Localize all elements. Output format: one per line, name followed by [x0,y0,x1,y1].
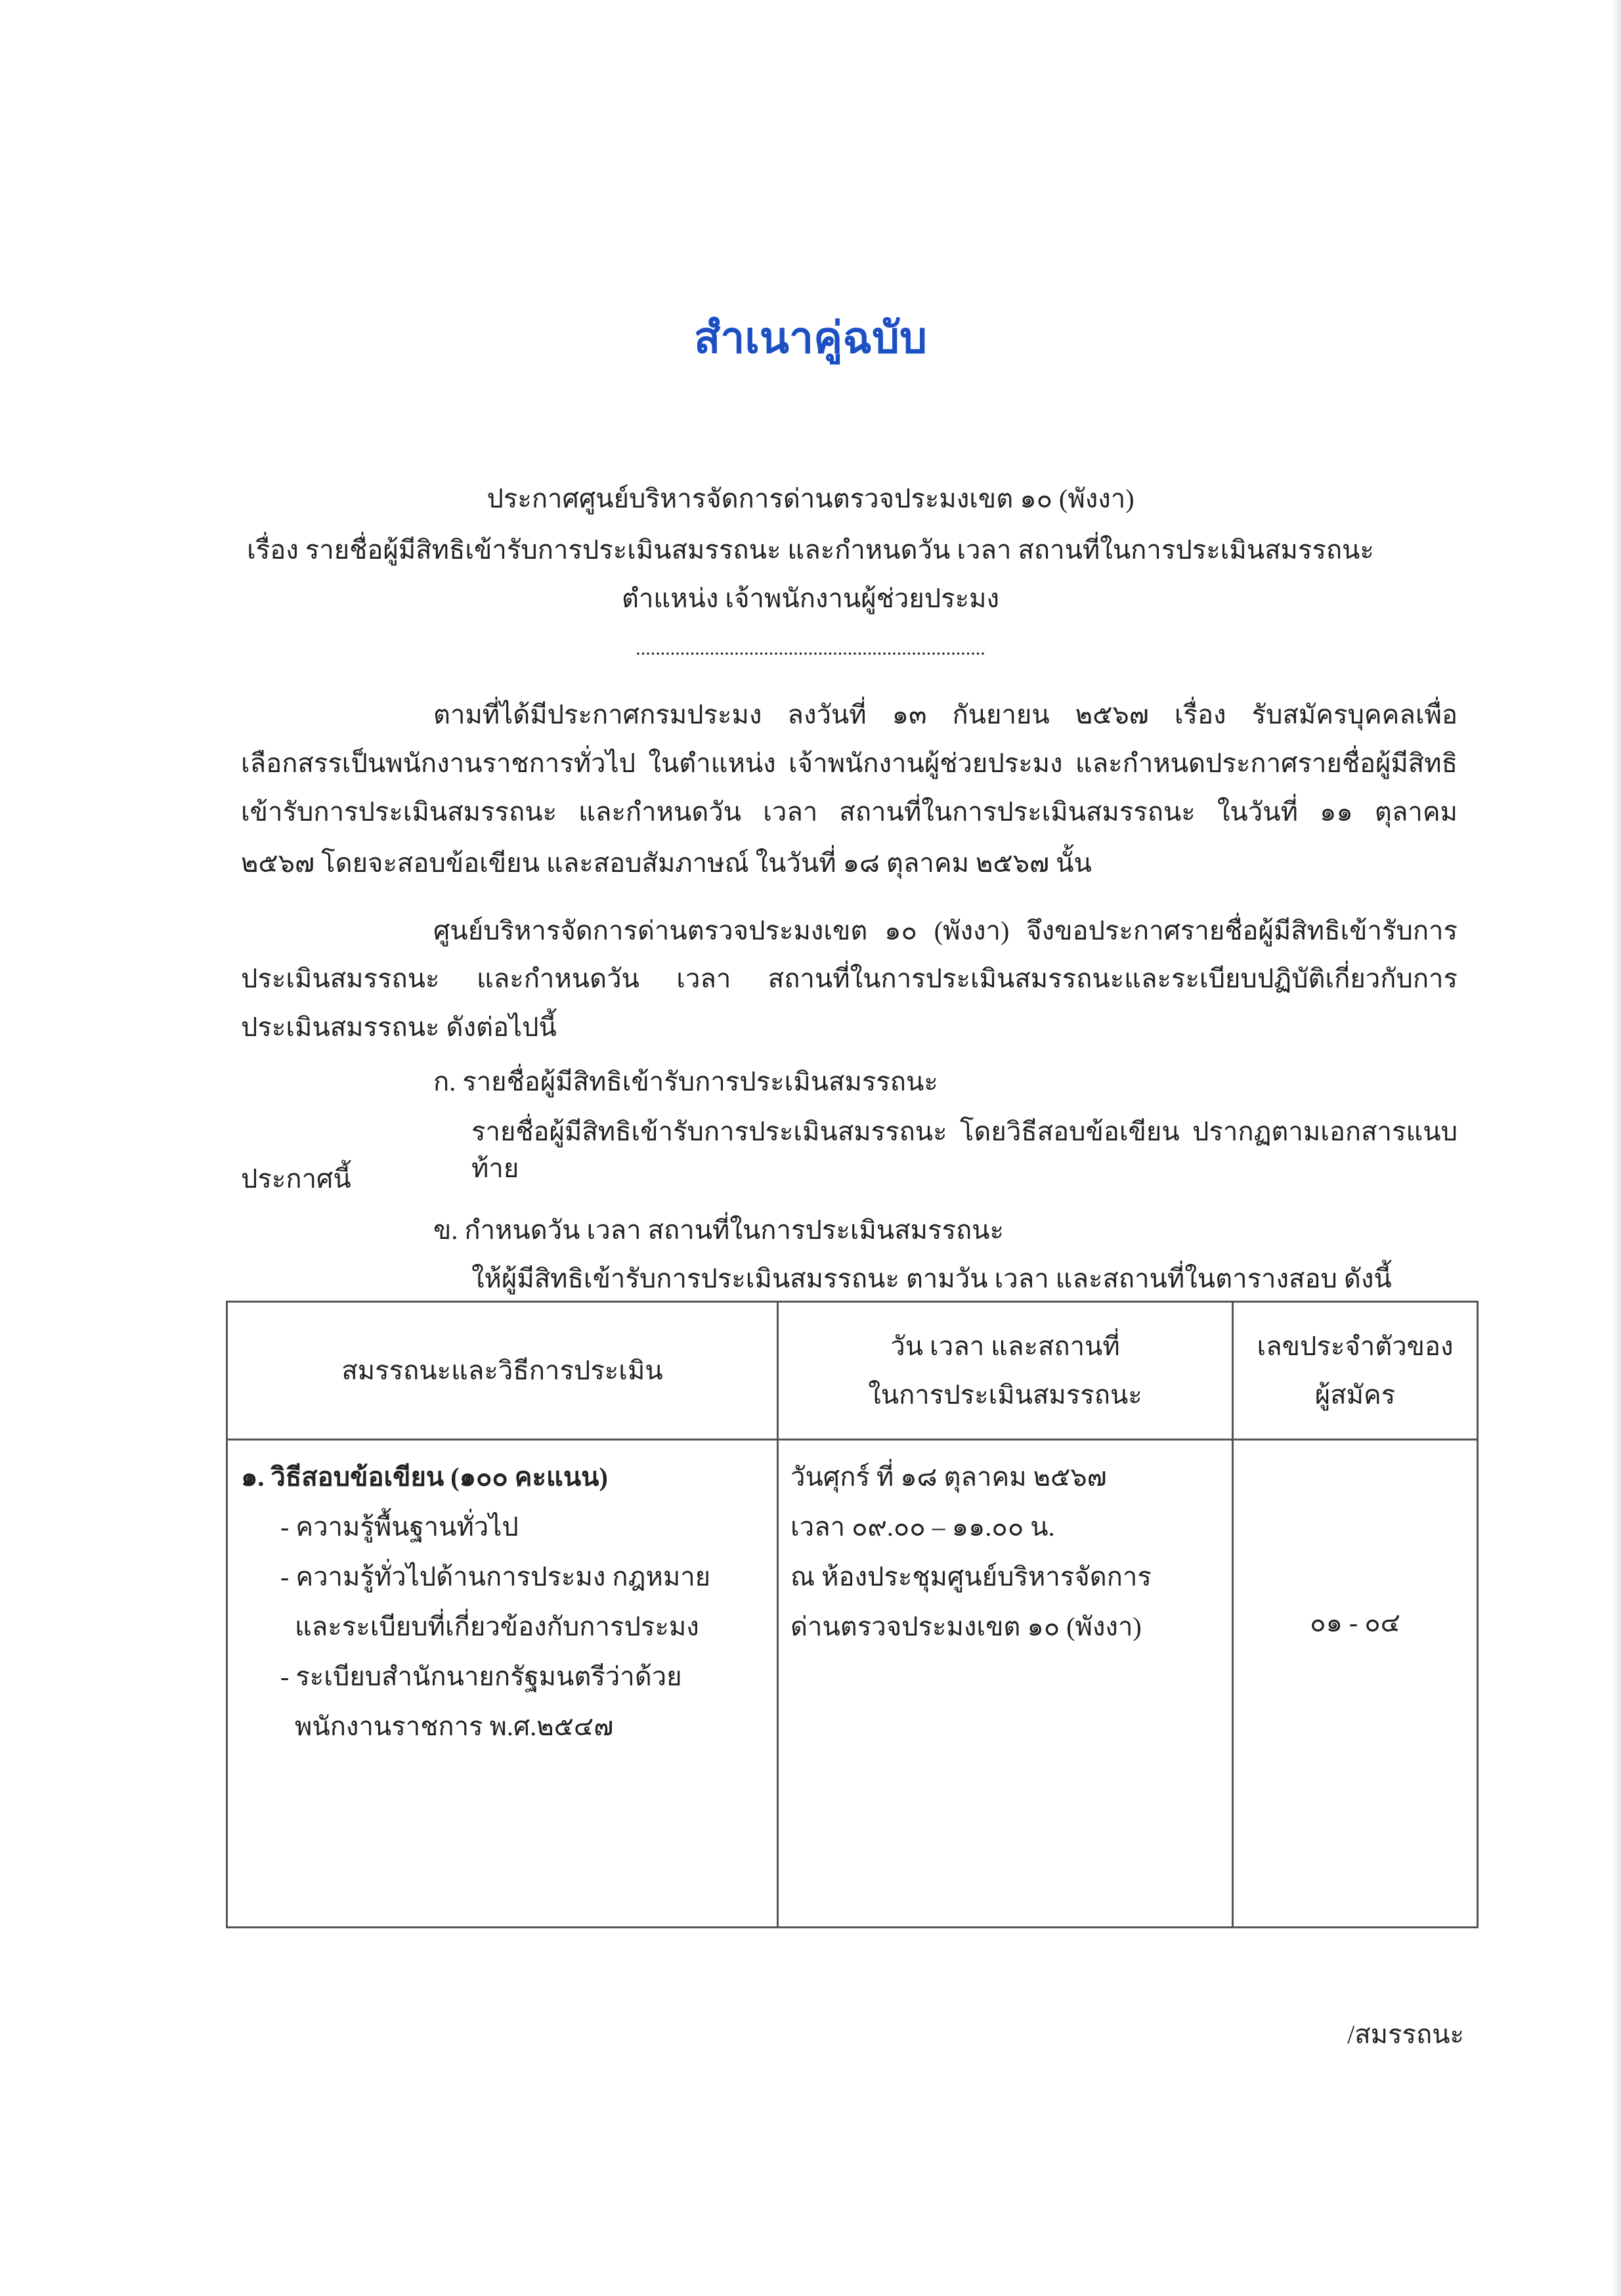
header-applicant-id [1233,1302,1478,1440]
method-item: - ความรู้พื้นฐานทั่วไป [280,1512,519,1542]
para2-line: ประเมินสมรรถนะ และกำหนดวัน เวลา สถานที่ในการประเมินสมรรถนะและระเบียบปฏิบัติเกี่ยวกับการ [241,964,1458,993]
method-item: - ระเบียบสำนักนายกรัฐมนตรีว่าด้วย [280,1662,682,1691]
announcement-subject: เรื่อง รายชื่อผู้มีสิทธิเข้ารับการประเมินสมรรถนะ และกำหนดวัน เวลา สถานที่ในการประเมินสมรรถนะ [247,535,1374,565]
para1-line: ๒๕๖๗ โดยจะสอบข้อเขียน และสอบสัมภาษณ์ ในวันที่ ๑๘ ตุลาคม ๒๕๖๗ นั้น [241,848,1092,878]
copy-stamp: สำเนาคู่ฉบับ [694,314,927,362]
para2-line: ประเมินสมรรถนะ ดังต่อไปนี้ [241,1012,557,1042]
continuation-marker: /สมรรถนะ [1347,2020,1464,2049]
applicant-id-cell [1233,1440,1478,1928]
schedule-cell [778,1440,1233,1928]
schedule-line: เวลา ๐๙.๐๐ – ๑๑.๐๐ น. [790,1512,1055,1542]
header-competency [227,1302,778,1440]
section-a-heading: ก. รายชื่อผู้มีสิทธิเข้ารับการประเมินสมรรถนะ [433,1067,938,1096]
method-title: ๑. วิธีสอบข้อเขียน (๑๐๐ คะแนน) [241,1462,608,1492]
header-text: เลขประจำตัวของ [1257,1331,1454,1361]
announcement-title: ประกาศศูนย์บริหารจัดการด่านตรวจประมงเขต ๑๐ (พังงา) [486,484,1135,513]
para1-line: เข้ารับการประเมินสมรรถนะ และกำหนดวัน เวลา สถานที่ในการประเมินสมรรถนะ ในวันที่ ๑๑ ตุลาคม [241,797,1458,827]
method-item: และระเบียบที่เกี่ยวข้องกับการประมง [295,1612,699,1641]
table-header-row [227,1302,1478,1440]
section-b-text: ให้ผู้มีสิทธิเข้ารับการประเมินสมรรถนะ ตามวัน เวลา และสถานที่ในตารางสอบ ดังนี้ [471,1264,1392,1293]
announcement-position: ตำแหน่ง เจ้าพนักงานผู้ช่วยประมง [621,584,1000,613]
para1-line: ตามที่ได้มีประกาศกรมประมง ลงวันที่ ๑๓ กันยายน ๒๕๖๗ เรื่อง รับสมัครบุคคลเพื่อ [433,700,1458,729]
header-text: วัน เวลา และสถานที่ [890,1331,1120,1361]
method-item: - ความรู้ทั่วไปด้านการประมง กฎหมาย [280,1562,711,1592]
header-text: ในการประเมินสมรรถนะ [868,1379,1142,1410]
section-b-heading: ข. กำหนดวัน เวลา สถานที่ในการประเมินสมรรถนะ [433,1215,1005,1245]
para2-line: ศูนย์บริหารจัดการด่านตรวจประมงเขต ๑๐ (พังงา) จึงขอประกาศรายชื่อผู้มีสิทธิเข้ารับการ [433,916,1458,945]
competency-cell [227,1440,778,1928]
exam-schedule-table [226,1301,1479,1928]
schedule-line: ด่านตรวจประมงเขต ๑๐ (พังงา) [790,1612,1142,1641]
schedule-line: วันศุกร์ ที่ ๑๘ ตุลาคม ๒๕๖๗ [790,1462,1107,1492]
separator-dots: ....................................................................... [636,638,985,659]
header-text: สมรรถนะและวิธีการประเมิน [341,1355,663,1385]
applicant-id-range: ๐๑ - ๐๔ [1310,1608,1400,1637]
section-a-text: รายชื่อผู้มีสิทธิเข้ารับการประเมินสมรรถนะ โดยวิธีสอบข้อเขียน ปรากฏตามเอกสารแนบท้าย [471,1117,1458,1183]
para1-line: เลือกสรรเป็นพนักงานราชการทั่วไป ในตำแหน่ง เจ้าพนักงานผู้ช่วยประมง และกำหนดประกาศรายชื่อผู้มีสิทธิ [241,748,1458,778]
section-a-text-cont: ประกาศนี้ [241,1164,351,1194]
table-row [227,1440,1478,1928]
header-text: ผู้สมัคร [1314,1379,1396,1410]
schedule-line: ณ ห้องประชุมศูนย์บริหารจัดการ [790,1562,1152,1592]
method-item: พนักงานราชการ พ.ศ.๒๕๔๗ [295,1712,614,1741]
header-schedule [778,1302,1233,1440]
